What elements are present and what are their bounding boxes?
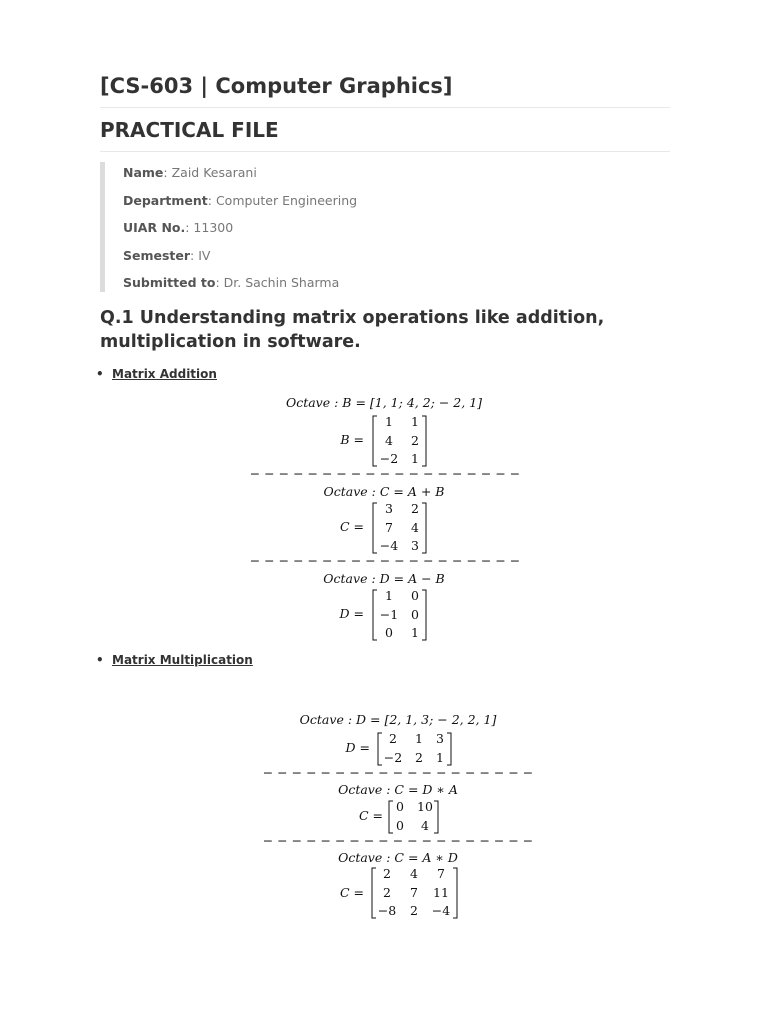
matrix-d2-label: D =	[345, 740, 370, 755]
c2-cell: 2	[383, 885, 391, 900]
c1-cell: 4	[421, 818, 429, 833]
separator-line: − − − − − − − − − − − − − − − − − − −	[249, 553, 521, 568]
d2-cell: 3	[436, 731, 444, 746]
info-department-key: Department	[123, 193, 208, 208]
info-semester-value: : IV	[190, 248, 211, 263]
matrix-c-right-bracket	[422, 503, 426, 553]
c-cell: 2	[411, 501, 419, 516]
c2-cell: 2	[383, 866, 391, 881]
matrix-c1-left-bracket	[389, 801, 393, 833]
info-semester-key: Semester	[123, 248, 191, 263]
matrix-c1-right-bracket	[434, 801, 438, 833]
matrix-c2-left-bracket	[372, 868, 376, 918]
matrix-b-right-bracket	[422, 416, 426, 466]
info-submitted-value: : Dr. Sachin Sharma	[215, 275, 340, 290]
b-cell: 4	[385, 433, 393, 448]
c2-cell: −8	[377, 903, 397, 918]
c2-cell: 4	[410, 866, 418, 881]
b-cell: 1	[385, 414, 393, 429]
c-cell: 4	[411, 520, 419, 535]
matrix-b-left-bracket	[373, 416, 377, 466]
bullet-matrix-multiplication: • Matrix Multiplication	[112, 653, 253, 667]
d2-cell: 1	[436, 750, 444, 765]
separator-line: − − − − − − − − − − − − − − − − − − −	[262, 833, 534, 848]
cmd-d-sub: Octave : D = A − B	[323, 571, 445, 586]
matrix-d2-right-bracket	[447, 733, 451, 765]
practical-file-heading: PRACTICAL FILE	[100, 118, 279, 142]
d-cell: 0	[411, 607, 419, 622]
matrix-d-label: D =	[339, 606, 364, 621]
d-cell: −1	[379, 607, 399, 622]
separator-line: − − − − − − − − − − − − − − − − − − −	[262, 765, 534, 780]
b-cell: −2	[379, 451, 399, 466]
matrix-b-label: B =	[340, 432, 364, 447]
info-name-key: Name	[123, 165, 164, 180]
c2-cell: −4	[431, 903, 451, 918]
c2-cell: 7	[410, 885, 418, 900]
d2-cell: 1	[415, 731, 423, 746]
cmd-c-add: Octave : C = A + B	[323, 484, 445, 499]
d-cell: 1	[411, 625, 419, 640]
b-cell: 1	[411, 414, 419, 429]
d2-cell: 2	[415, 750, 423, 765]
b-cell: 2	[411, 433, 419, 448]
cmd-b-assign: Octave : B = [1, 1; 4, 2; − 2, 1]	[285, 395, 483, 410]
separator-line: − − − − − − − − − − − − − − − − − − −	[249, 466, 521, 481]
question-heading: Q.1 Understanding matrix operations like addition, multiplication in software.	[100, 308, 605, 352]
info-department-value: : Computer Engineering	[207, 193, 358, 208]
matrix-c1-label: C =	[358, 808, 383, 823]
b-cell: 1	[411, 451, 419, 466]
matrix-c-left-bracket	[373, 503, 377, 553]
c1-cell: 0	[396, 818, 404, 833]
matrix-d2-left-bracket	[378, 733, 382, 765]
matrix-d-right-bracket	[422, 590, 426, 640]
info-uiar-key: UIAR No.	[123, 220, 186, 235]
d2-cell: −2	[383, 750, 403, 765]
c2-cell: 7	[437, 866, 445, 881]
c2-cell: 2	[410, 903, 418, 918]
c1-cell: 0	[396, 799, 404, 814]
cmd-c-mul-ad: Octave : C = A ∗ D	[338, 850, 458, 865]
d-cell: 0	[411, 588, 419, 603]
matrix-c2-right-bracket	[453, 868, 457, 918]
matrix-d-left-bracket	[373, 590, 377, 640]
course-title: [CS-603 | Computer Graphics]	[100, 74, 453, 98]
matrix-c2-label: C =	[339, 885, 364, 900]
bullet-matrix-addition: • Matrix Addition	[112, 367, 217, 381]
matrix-c-label: C =	[339, 519, 364, 534]
cmd-d-assign: Octave : D = [2, 1, 3; − 2, 2, 1]	[299, 712, 497, 727]
d-cell: 0	[385, 625, 393, 640]
info-name-value: : Zaid Kesarani	[163, 165, 257, 180]
d-cell: 1	[385, 588, 393, 603]
c-cell: −4	[379, 538, 399, 553]
c-cell: 3	[385, 501, 393, 516]
d2-cell: 2	[389, 731, 397, 746]
c1-cell: 10	[417, 799, 433, 814]
cmd-c-mul-da: Octave : C = D ∗ A	[338, 782, 458, 797]
c-cell: 3	[411, 538, 419, 553]
info-uiar-value: : 11300	[185, 220, 234, 235]
info-submitted-key: Submitted to	[123, 275, 216, 290]
c2-cell: 11	[433, 885, 449, 900]
c-cell: 7	[385, 520, 393, 535]
